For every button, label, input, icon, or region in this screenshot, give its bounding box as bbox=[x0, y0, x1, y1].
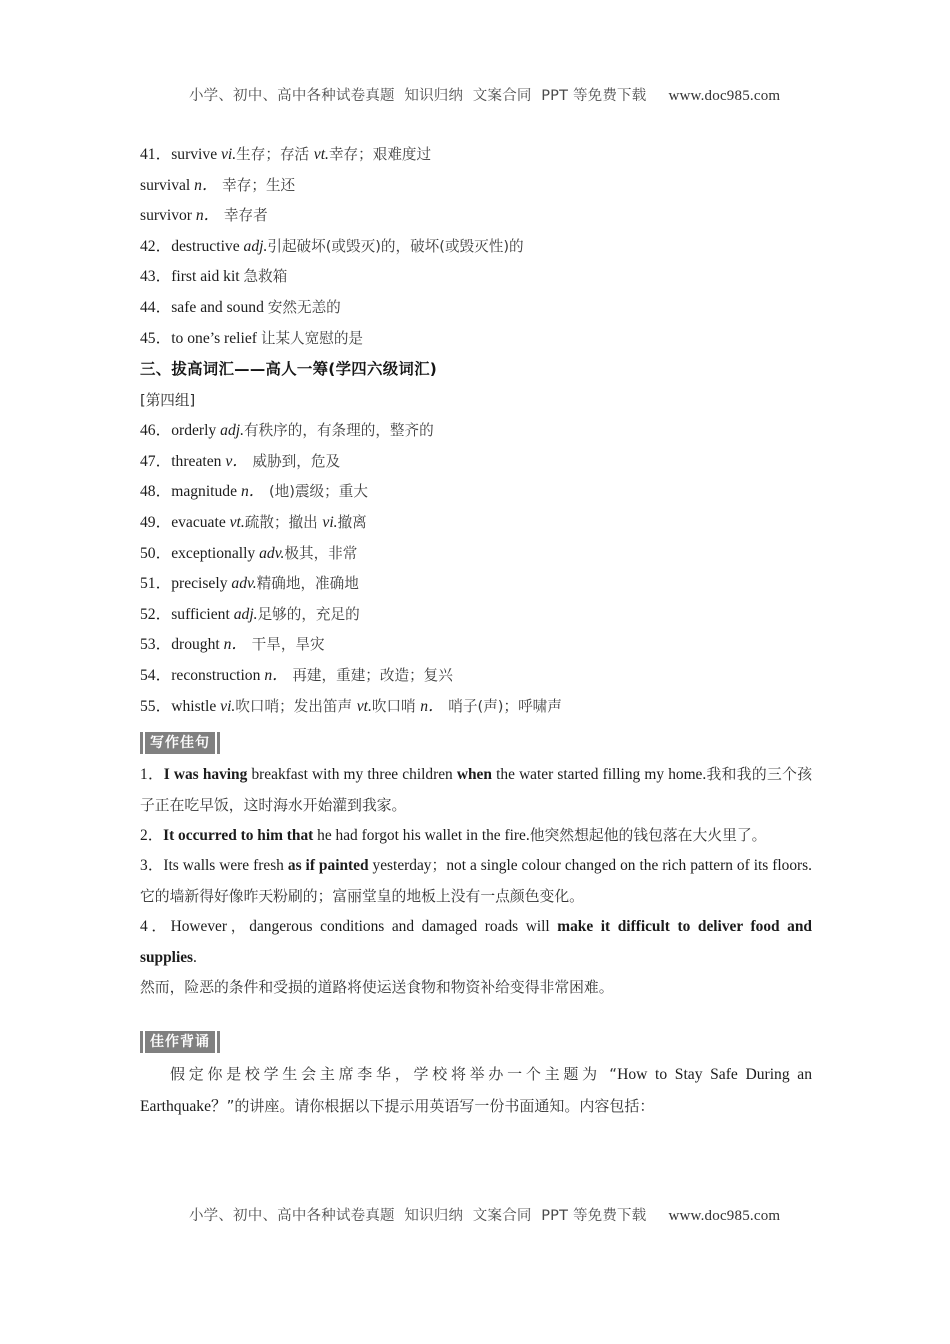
vocab-entry bbox=[140, 692, 812, 723]
vocab-definition: 吹口哨；发出笛声 bbox=[235, 697, 357, 715]
vocab-pos: vt. bbox=[229, 513, 245, 531]
vocab-definition: 急救箱 bbox=[243, 268, 288, 286]
vocab-number: 43． bbox=[140, 268, 172, 286]
footer-watermark-url: www.doc985.com bbox=[668, 1208, 781, 1224]
vocab-number: 42． bbox=[140, 237, 172, 255]
essay-prompt bbox=[140, 1059, 812, 1122]
vocab-number: 55． bbox=[140, 697, 172, 715]
vocab-entry bbox=[140, 171, 812, 202]
sentence-text: yesterday bbox=[368, 857, 432, 875]
writing-section-badge: 写作佳句 bbox=[140, 732, 220, 754]
vocab-definition: 幸存；艰难度过 bbox=[328, 146, 432, 163]
sentence-translation: ； bbox=[431, 857, 447, 875]
vocab-entry bbox=[140, 477, 812, 508]
vocab-entry bbox=[140, 539, 812, 570]
vocab-definition: 极其，非常 bbox=[284, 544, 358, 562]
vocab-number: 45． bbox=[140, 329, 172, 347]
sentence-emphasis: make it difficult to deliver food and supplies bbox=[140, 918, 812, 966]
vocab-number: 47． bbox=[140, 452, 172, 470]
sentence-emphasis: I was having bbox=[163, 766, 248, 784]
vocab-entry bbox=[140, 569, 812, 600]
vocab-word: threaten bbox=[171, 452, 226, 470]
sentence-number: 1． bbox=[140, 766, 164, 784]
vocab-number: 41． bbox=[140, 146, 172, 163]
vocab-pos: vi. bbox=[221, 146, 237, 163]
vocab-word: survivor bbox=[140, 207, 196, 225]
vocab-number: 48． bbox=[140, 483, 172, 501]
vocab-entry bbox=[140, 324, 812, 355]
vocab-entry bbox=[140, 262, 812, 293]
vocab-word: safe and sound bbox=[171, 298, 268, 316]
vocab-number: 51． bbox=[140, 575, 172, 593]
sentence-number: 4． bbox=[140, 918, 171, 936]
vocab-definition: 足够的，充足的 bbox=[257, 605, 360, 623]
section-heading: 三、拔高词汇——高人一筹(学四六级词汇) bbox=[140, 360, 438, 379]
sentence-translation: 它的墙新得好像昨天粉刷的；富丽堂皇的地板上没有一点颜色变化。 bbox=[140, 887, 584, 905]
vocab-pos: adv. bbox=[259, 544, 285, 562]
sentence-number: 2． bbox=[140, 826, 164, 844]
vocab-list-first bbox=[140, 140, 812, 354]
vocab-word: whistle bbox=[171, 697, 221, 715]
vocab-definition: 有秩序的，有条理的，整齐的 bbox=[243, 422, 434, 440]
header-watermark-chinese: 小学、初中、高中各种试卷真题 知识归纳 文案合同 PPT 等免费下载 bbox=[188, 88, 647, 104]
vocab-number: 44． bbox=[140, 298, 172, 316]
vocab-pos: adj. bbox=[243, 237, 268, 255]
vocab-word: orderly bbox=[171, 422, 221, 440]
vocab-pos: v． bbox=[225, 452, 248, 470]
essay-prompt-chinese: ”的讲座。请你根据以下提示用英语写一份书面通知。内容包括： bbox=[226, 1096, 655, 1115]
vocab-definition: 让某人宽慰的是 bbox=[260, 329, 364, 347]
vocab-pos: n． bbox=[240, 483, 265, 501]
vocab-entry bbox=[140, 447, 812, 478]
sentence-translation: 我和我的三个孩子正在吃早饭，这时海水开始灌到我家。 bbox=[140, 766, 812, 814]
vocab-pos: adv. bbox=[231, 575, 257, 593]
sentence-text: However bbox=[170, 918, 227, 936]
vocab-pos: vt. bbox=[313, 146, 329, 163]
vocab-definition: 生存；存活 bbox=[236, 146, 314, 163]
sentence-translation: 然而，险恶的条件和受损的道路将使运送食物和物资补给变得非常困难。 bbox=[140, 978, 614, 996]
header-watermark bbox=[0, 68, 950, 121]
sentence-text: not a single colour changed on the rich pattern of its floors. bbox=[446, 857, 813, 875]
sentence-translation: ， bbox=[227, 918, 250, 936]
vocab-number: 53． bbox=[140, 636, 172, 654]
vocab-word: exceptionally bbox=[171, 544, 260, 562]
vocab-word: survive bbox=[171, 146, 222, 163]
vocab-entry bbox=[140, 508, 812, 539]
sentence-emphasis: It occurred to him that bbox=[163, 826, 314, 844]
vocab-definition: 引起破坏(或毁灭)的，破坏(或毁灭性)的 bbox=[267, 237, 524, 255]
writing-section-badge-row bbox=[140, 732, 812, 754]
vocab-list-second bbox=[140, 416, 812, 722]
header-watermark-url: www.doc985.com bbox=[668, 88, 781, 104]
vocab-definition: 干旱，旱灾 bbox=[247, 636, 325, 654]
vocab-word: to one’s relief bbox=[171, 329, 261, 347]
vocab-word: sufficient bbox=[171, 605, 234, 623]
writing-sentence bbox=[140, 760, 812, 821]
sentence-text: . bbox=[193, 948, 197, 966]
sentence-translation: 他突然想起他的钱包落在大火里了。 bbox=[529, 826, 767, 844]
group-label: [第四组] bbox=[140, 392, 196, 410]
vocab-word: survival bbox=[140, 176, 195, 194]
vocab-number: 49． bbox=[140, 513, 172, 531]
vocab-pos: adj. bbox=[233, 605, 258, 623]
vocab-pos: vi. bbox=[322, 513, 338, 531]
vocab-pos: n． bbox=[264, 666, 288, 684]
sentence-text: breakfast with my three children bbox=[247, 766, 457, 784]
essay-prompt-chinese: 假定你是校学生会主席李华，学校将举办一个主题为 “ bbox=[170, 1065, 618, 1084]
writing-sentence bbox=[140, 912, 812, 973]
vocab-word: destructive bbox=[171, 237, 244, 255]
writing-sentence bbox=[140, 821, 812, 851]
sentence-number: 3． bbox=[140, 857, 164, 875]
vocab-pos: vi. bbox=[220, 697, 236, 715]
vocab-pos: n． bbox=[420, 697, 444, 715]
vocab-entry bbox=[140, 201, 812, 232]
vocab-pos: n． bbox=[223, 636, 248, 654]
vocab-word: first aid kit bbox=[171, 268, 244, 286]
document-content bbox=[140, 140, 812, 1122]
vocab-word: evacuate bbox=[171, 513, 230, 531]
vocab-entry bbox=[140, 232, 812, 263]
vocab-entry bbox=[140, 140, 812, 171]
vocab-word: magnitude bbox=[171, 483, 241, 501]
sentence-emphasis: when bbox=[456, 766, 492, 784]
sentence-emphasis: as if painted bbox=[287, 857, 369, 875]
vocab-pos: n． bbox=[195, 207, 220, 225]
vocab-definition: 哨子(声)；呼啸声 bbox=[443, 697, 562, 715]
writing-sentences bbox=[140, 760, 812, 1003]
vocab-entry bbox=[140, 600, 812, 631]
vocab-definition: 威胁到，危及 bbox=[247, 452, 341, 470]
vocab-entry bbox=[140, 630, 812, 661]
vocab-pos: adj. bbox=[220, 422, 244, 440]
vocab-definition: 撤离 bbox=[337, 513, 367, 531]
vocab-word: drought bbox=[171, 636, 224, 654]
vocab-number: 50． bbox=[140, 544, 172, 562]
sentence-text: the water started filling my home. bbox=[491, 766, 707, 784]
vocab-definition: 精确地，准确地 bbox=[256, 575, 359, 593]
vocab-word: reconstruction bbox=[171, 666, 265, 684]
sentence-text: he had forgot his wallet in the fire. bbox=[313, 826, 530, 844]
vocab-definition: (地)震级；重大 bbox=[264, 483, 368, 501]
sentence-text: Its walls were fresh bbox=[163, 857, 288, 875]
vocab-definition: 幸存者 bbox=[219, 207, 268, 225]
vocab-number: 54． bbox=[140, 666, 172, 684]
vocab-definition: 吹口哨 bbox=[371, 697, 421, 715]
writing-sentence bbox=[140, 851, 812, 912]
vocab-entry bbox=[140, 416, 812, 447]
vocab-definition: 幸存；生还 bbox=[217, 176, 296, 194]
vocab-definition: 再建，重建；改造；复兴 bbox=[287, 666, 453, 684]
vocab-entry bbox=[140, 661, 812, 692]
vocab-number: 46． bbox=[140, 422, 172, 440]
recite-section-badge: 佳作背诵 bbox=[140, 1031, 220, 1053]
sentence-translation-line bbox=[140, 973, 812, 1003]
vocab-pos: n． bbox=[194, 176, 218, 194]
vocab-number: 52． bbox=[140, 605, 172, 623]
vocab-definition: 疏散；撤出 bbox=[244, 513, 323, 531]
footer-watermark-chinese: 小学、初中、高中各种试卷真题 知识归纳 文案合同 PPT 等免费下载 bbox=[188, 1208, 647, 1224]
vocab-definition: 安然无恙的 bbox=[267, 298, 341, 316]
footer-watermark bbox=[0, 1188, 950, 1241]
vocab-entry bbox=[140, 293, 812, 324]
recite-section-badge-row bbox=[140, 1031, 812, 1053]
sentence-text: dangerous conditions and damaged roads will bbox=[249, 918, 558, 936]
vocab-word: precisely bbox=[171, 575, 232, 593]
vocab-pos: vt. bbox=[356, 697, 372, 715]
essay-prompt-english: How to Stay Safe During an Earthquake？ bbox=[140, 1066, 812, 1115]
